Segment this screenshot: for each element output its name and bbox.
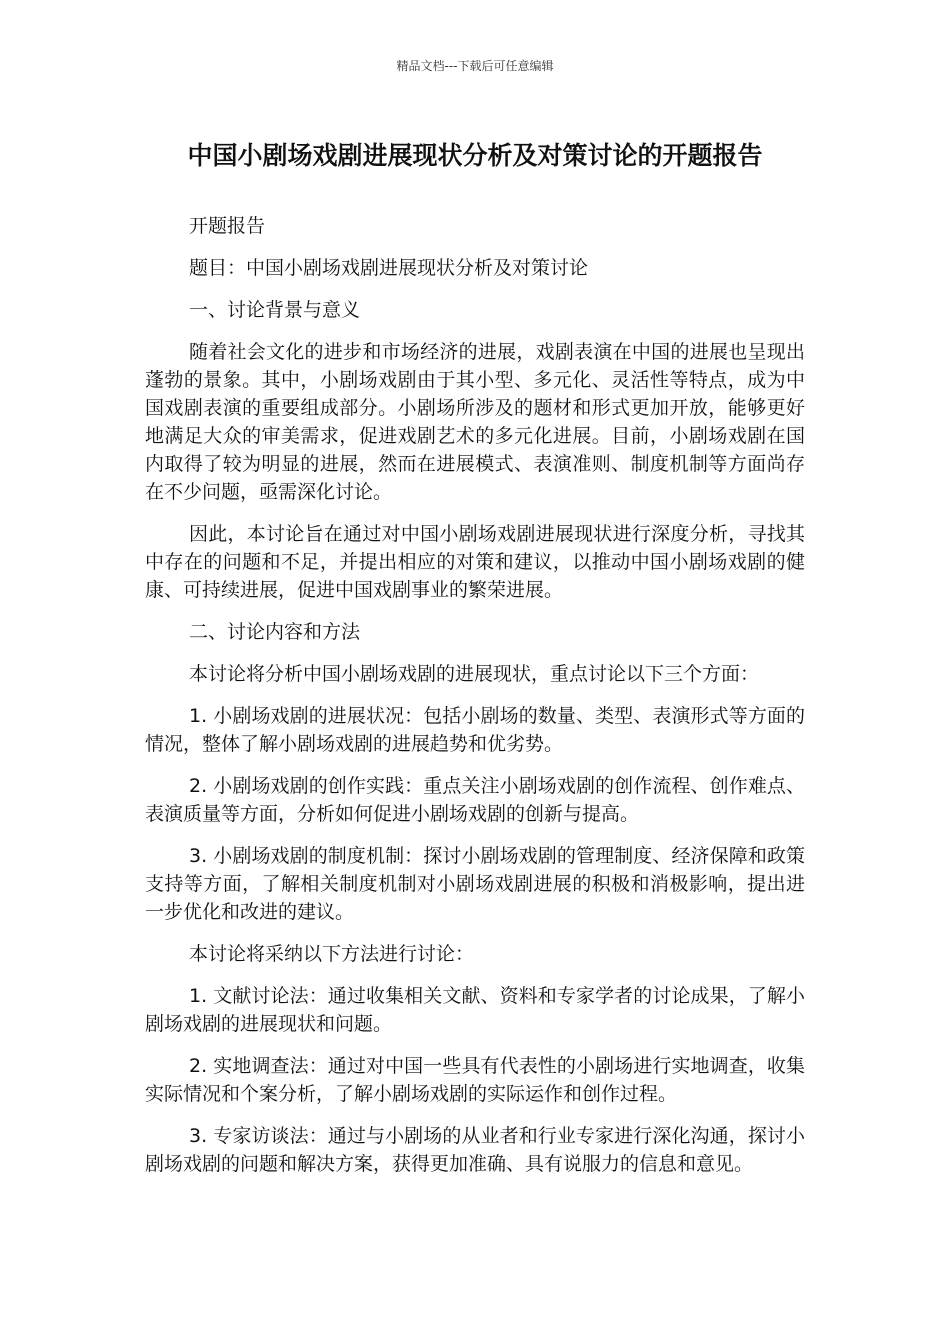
- list-item-method-3: 3. 专家访谈法：通过与小剧场的从业者和行业专家进行深化沟通，探讨小剧场戏剧的问题和解决方案，获得更加准确、具有说服力的信息和意见。: [145, 1125, 805, 1175]
- paragraph-topic: 题目：中国小剧场戏剧进展现状分析及对策讨论: [189, 257, 589, 279]
- paragraph-background: 随着社会文化的进步和市场经济的进展，戏剧表演在中国的进展也呈现出蓬勃的景象。其中，小剧场戏剧由于其小型、多元化、灵活性等特点，成为中国戏剧表演的重要组成部分。小剧场所涉及的题材和形式更加开放，能够更好地满足大众的审美需求，促进戏剧艺术的多元化进展。目前，小剧场戏剧在国内取得了较为明显的进展，然而在进展模式、表演准则、制度机制等方面尚存在不少问题，亟需深化讨论。: [145, 341, 805, 503]
- document-body: [145, 212, 805, 1192]
- paragraph-report-label: 开题报告: [189, 215, 266, 237]
- list-item-content-1: 1. 小剧场戏剧的进展状况：包括小剧场的数量、类型、表演形式等方面的情况，整体了解小剧场戏剧的进展趋势和优劣势。: [145, 705, 805, 755]
- list-item-content-2: 2. 小剧场戏剧的创作实践：重点关注小剧场戏剧的创作流程、创作难点、表演质量等方面，分析如何促进小剧场戏剧的创新与提高。: [145, 775, 805, 825]
- list-item-method-1: 1. 文献讨论法：通过收集相关文献、资料和专家学者的讨论成果，了解小剧场戏剧的进展现状和问题。: [145, 985, 805, 1035]
- paragraph-methods-intro: 本讨论将采纳以下方法进行讨论：: [189, 943, 475, 965]
- paragraph-purpose: 因此，本讨论旨在通过对中国小剧场戏剧进展现状进行深度分析，寻找其中存在的问题和不足，并提出相应的对策和建议，以推动中国小剧场戏剧的健康、可持续进展，促进中国戏剧事业的繁荣进展。: [145, 523, 805, 601]
- paragraph-content-intro: 本讨论将分析中国小剧场戏剧的进展现状，重点讨论以下三个方面：: [189, 663, 760, 685]
- section-heading-background: 一、讨论背景与意义: [189, 299, 361, 321]
- list-item-content-3: 3. 小剧场戏剧的制度机制：探讨小剧场戏剧的管理制度、经济保障和政策支持等方面，了解相关制度机制对小剧场戏剧进展的积极和消极影响，提出进一步优化和改进的建议。: [145, 845, 805, 923]
- header-watermark: 精品文档---下载后可任意编辑: [396, 59, 554, 73]
- list-item-method-2: 2. 实地调查法：通过对中国一些具有代表性的小剧场进行实地调查，收集实际情况和个案分析，了解小剧场戏剧的实际运作和创作过程。: [145, 1055, 805, 1105]
- section-heading-content-methods: 二、讨论内容和方法: [189, 621, 361, 643]
- document-title: 中国小剧场戏剧进展现状分析及对策讨论的开题报告: [187, 141, 763, 170]
